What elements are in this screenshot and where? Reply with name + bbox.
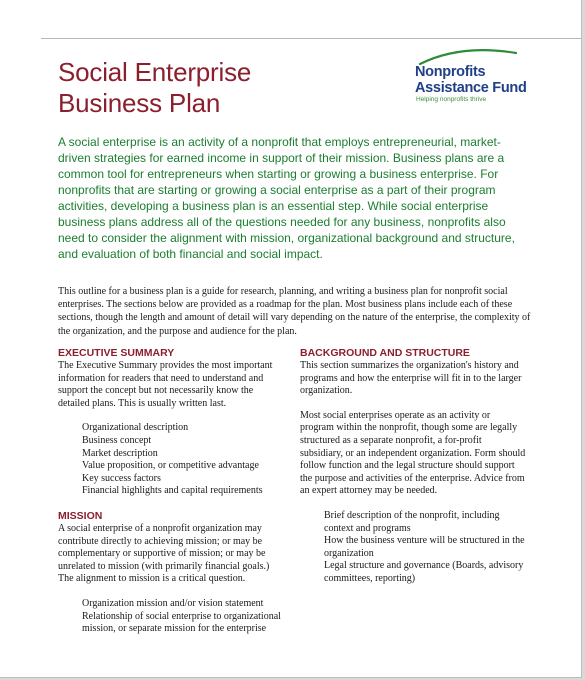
intro-paragraph: A social enterprise is an activity of a nonprofit that employs entrepreneurial, market-driven strategies for earned income in support of their mission. Business plans are a common tool for entrepreneurs when starting or growing a business enterprise. For nonprofits that are starting or growing a social enterprise as a part of their program activities, developing a business plan is an essential step. While social enterprise business plans address all of the questions needed for any business, nonprofits also need to consider the alignment with mission, organizational background and structure, and evaluation of both financial and social impact. — [58, 135, 515, 261]
organization-logo — [412, 48, 562, 106]
list-item: Relationship of social enterprise to organizational mission, or separate mission for the enterprise — [82, 610, 281, 635]
top-divider — [41, 38, 582, 39]
list-item: Key success factors — [82, 472, 161, 484]
logo-name-line-1: Nonprofits — [415, 64, 486, 80]
background-heading: BACKGROUND AND STRUCTURE — [300, 347, 470, 359]
background-list — [300, 510, 526, 586]
background-body-1: This section summarizes the organization's history and programs and how the enterprise will fit in to the larger organization. — [300, 360, 522, 397]
outline-paragraph: This outline for a business plan is a guide for research, planning, and writing a business plan for nonprofit social enterprises. The sections below are provided as a roadmap for the plan. Most business plans include each of these sections, though the length and amount of detail will vary depending on the nature of the enterprise, the complexity of the organization, and the purpose and audience for the plan. — [58, 286, 531, 337]
list-item: Market description — [82, 447, 158, 459]
list-item: Organization mission and/or vision statement — [82, 597, 264, 609]
executive-summary-body: The Executive Summary provides the most important information for readers that need to understand and support the concept but not necessarily know the detailed plans. This is usually written last. — [58, 360, 273, 409]
mission-heading: MISSION — [58, 509, 103, 522]
document-title — [58, 57, 251, 119]
title-line-2: Business Plan — [58, 88, 221, 118]
list-item: Organizational description — [82, 422, 189, 434]
mission-list — [58, 598, 284, 636]
mission-body: A social enterprise of a nonprofit organization may contribute directly to achieving mission; or may be complementary or supportive of mission; or may be unrelated to mission (with primarily financial goals.) The alignment to mission is a critical question. — [58, 522, 270, 585]
background-body-2: Most social enterprises operate as an activity or program within the nonprofit, though some are legally structured as a separate nonprofit, a for-profit subsidiary, or an independent organization. Form should follow function and the legal structure should support the purpose and activities of the enterprise. Advice from an expert attorney may be needed. — [300, 409, 526, 497]
logo-name — [415, 64, 527, 96]
list-item: Business concept — [82, 434, 152, 446]
logo-tagline: Helping nonprofits thrive — [416, 96, 487, 103]
list-item: Value proposition, or competitive advantage — [82, 460, 259, 472]
list-item: How the business venture will be structured in the organization — [324, 535, 525, 559]
list-item: Legal structure and governance (Boards, advisory committees, reporting) — [324, 560, 524, 584]
mission-section — [58, 510, 284, 636]
list-item: Brief description of the nonprofit, including context and programs — [324, 509, 500, 534]
title-line-1: Social Enterprise — [58, 57, 252, 87]
executive-summary-list — [58, 422, 284, 498]
background-section — [300, 347, 526, 586]
right-column — [300, 347, 526, 586]
list-item: Financial highlights and capital requirements — [82, 485, 263, 497]
left-column — [58, 347, 284, 636]
executive-summary-section — [58, 347, 284, 498]
executive-summary-heading: EXECUTIVE SUMMARY — [58, 347, 175, 359]
logo-name-line-2: Assistance Fund — [415, 80, 527, 96]
